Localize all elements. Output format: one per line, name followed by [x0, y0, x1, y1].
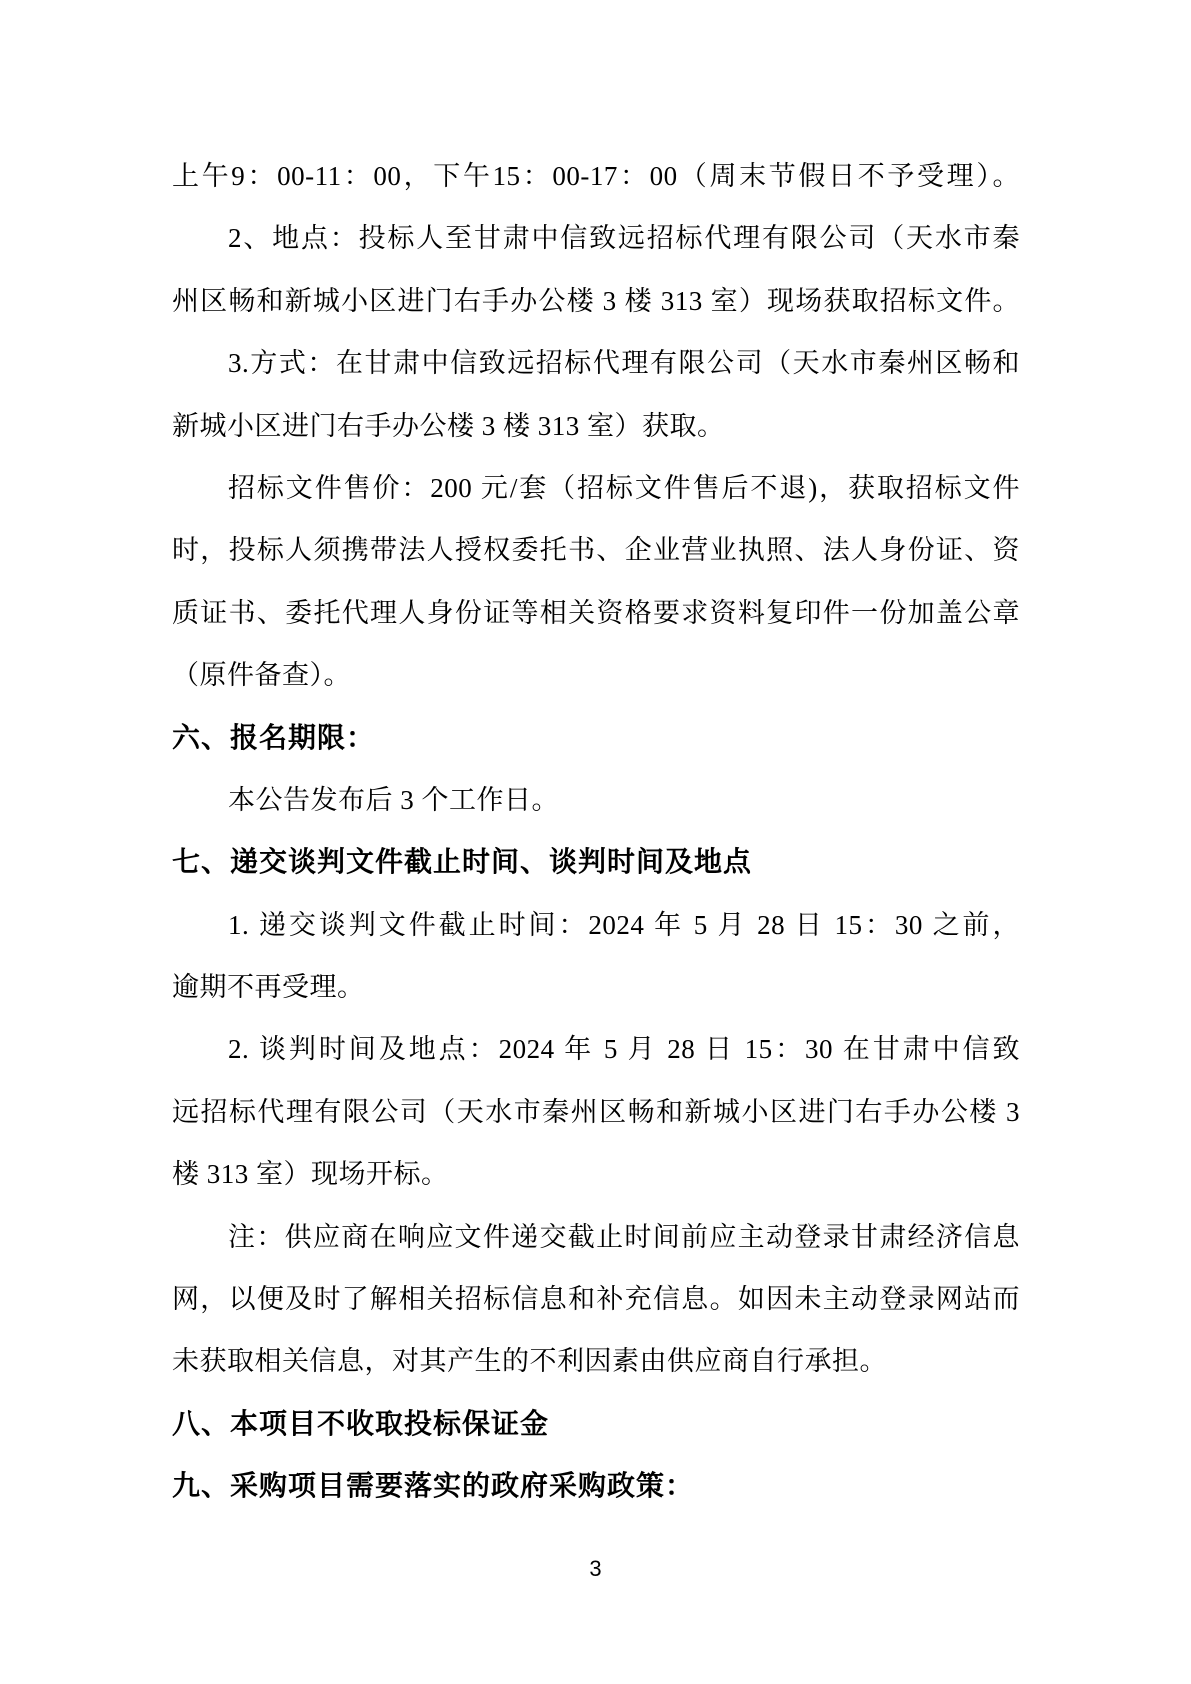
document-line: 逾期不再受理。 [172, 972, 365, 1003]
document-line: 1. 递交谈判文件截止时间：2024 年 5 月 28 日 15：30 之前， [228, 909, 1020, 940]
document-line: （原件备查）。 [172, 660, 351, 691]
document-line: 楼 313 室）现场开标。 [172, 1159, 449, 1190]
document-body [172, 145, 1020, 1518]
section-heading-six: 六、报名期限： [172, 721, 376, 753]
document-line: 新城小区进门右手办公楼 3 楼 313 室）获取。 [172, 410, 725, 441]
document-line: 时，投标人须携带法人授权委托书、企业营业执照、法人身份证、资 [172, 535, 1020, 566]
section-heading-seven: 七、递交谈判文件截止时间、谈判时间及地点 [172, 846, 753, 878]
document-line: 未获取相关信息，对其产生的不利因素由供应商自行承担。 [172, 1346, 887, 1377]
document-line: 2、地点：投标人至甘肃中信致远招标代理有限公司（天水市秦 [228, 223, 1020, 254]
document-line: 上午9：00-11：00，下午15：00-17：00（周末节假日不予受理）。 [172, 161, 1020, 191]
document-line: 注：供应商在响应文件递交截止时间前应主动登录甘肃经济信息 [228, 1221, 1020, 1252]
document-line: 州区畅和新城小区进门右手办公楼 3 楼 313 室）现场获取招标文件。 [172, 285, 1020, 316]
section-heading-nine: 九、采购项目需要落实的政府采购政策： [172, 1470, 695, 1502]
document-line: 招标文件售价：200 元/套（招标文件售后不退)，获取招标文件 [228, 472, 1020, 503]
document-line: 远招标代理有限公司（天水市秦州区畅和新城小区进门右手办公楼 3 [172, 1096, 1020, 1127]
page-number: 3 [589, 1556, 602, 1581]
document-line: 3.方式：在甘肃中信致远招标代理有限公司（天水市秦州区畅和 [228, 348, 1020, 379]
document-line: 2. 谈判时间及地点：2024 年 5 月 28 日 15：30 在甘肃中信致 [228, 1034, 1020, 1065]
document-line: 网，以便及时了解相关招标信息和补充信息。如因未主动登录网站而 [172, 1284, 1020, 1315]
section-heading-eight: 八、本项目不收取投标保证金 [172, 1407, 550, 1439]
document-line: 质证书、委托代理人身份证等相关资格要求资料复印件一份加盖公章 [172, 597, 1020, 628]
document-line: 本公告发布后 3 个工作日。 [228, 784, 559, 815]
